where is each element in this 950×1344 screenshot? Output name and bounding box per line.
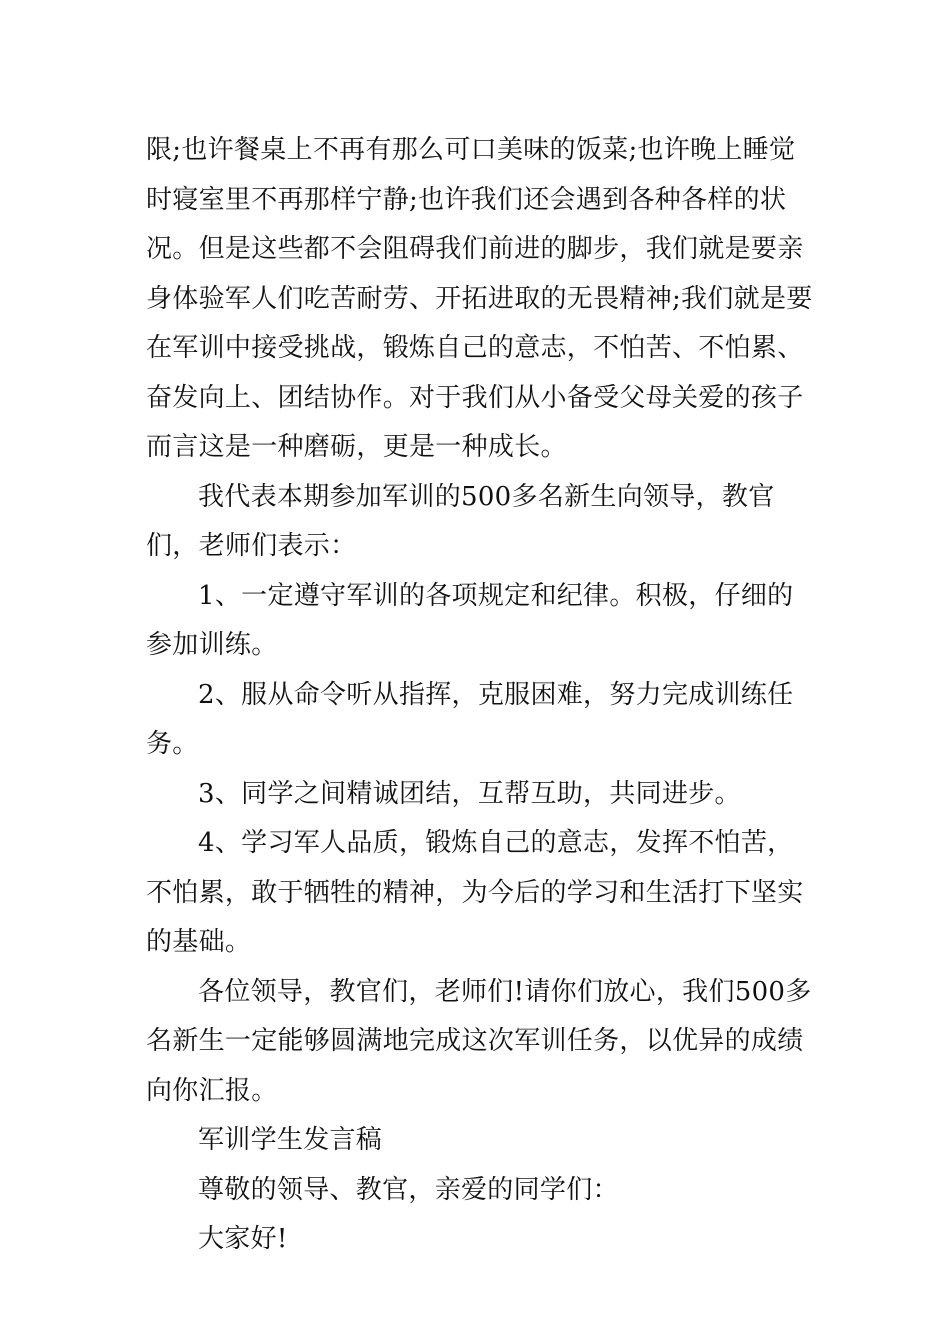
paragraph-representation: 我代表本期参加军训的500多名新生向领导，教官们，老师们表示： — [146, 481, 775, 561]
greeting: 大家好! — [198, 1224, 288, 1254]
paragraph-pledge-4: 4、学习军人品质，锻炼自己的意志，发挥不怕苦，不怕累，敢于牺牲的精神，为今后的学习和生活打下坚实的基础。 — [146, 828, 804, 957]
paragraph-pledge-1: 1、一定遵守军训的各项规定和纪律。积极，仔细的参加训练。 — [146, 580, 794, 660]
section-title: 军训学生发言稿 — [198, 1125, 383, 1155]
paragraph-continuation: 限;也许餐桌上不再有那么可口美味的饭菜;也许晚上睡觉时寝室里不再那样宁静;也许我们还会遇到各种各样的状况。但是这些都不会阻碍我们前进的脚步，我们就是要亲身体验军人们吃苦耐劳、开拓进取的无畏精神;我们就是要在军训中接受挑战，锻炼自己的意志，不怕苦、不怕累、奋发向上、团结协作。对于我们从小备受父母关爱的孩子而言这是一种磨砺，更是一种成长。 — [146, 135, 813, 462]
paragraph-closing: 各位领导，教官们，老师们!请你们放心，我们500多名新生一定能够圆满地完成这次军训任务，以优异的成绩向你汇报。 — [146, 976, 812, 1106]
paragraph-pledge-3: 3、同学之间精诚团结，互帮互助，共同进步。 — [198, 778, 741, 809]
salutation: 尊敬的领导、教官，亲爱的同学们： — [198, 1174, 619, 1205]
paragraph-pledge-2: 2、服从命令听从指挥，克服困难，努力完成训练任务。 — [146, 679, 794, 759]
document-body — [146, 126, 814, 1265]
